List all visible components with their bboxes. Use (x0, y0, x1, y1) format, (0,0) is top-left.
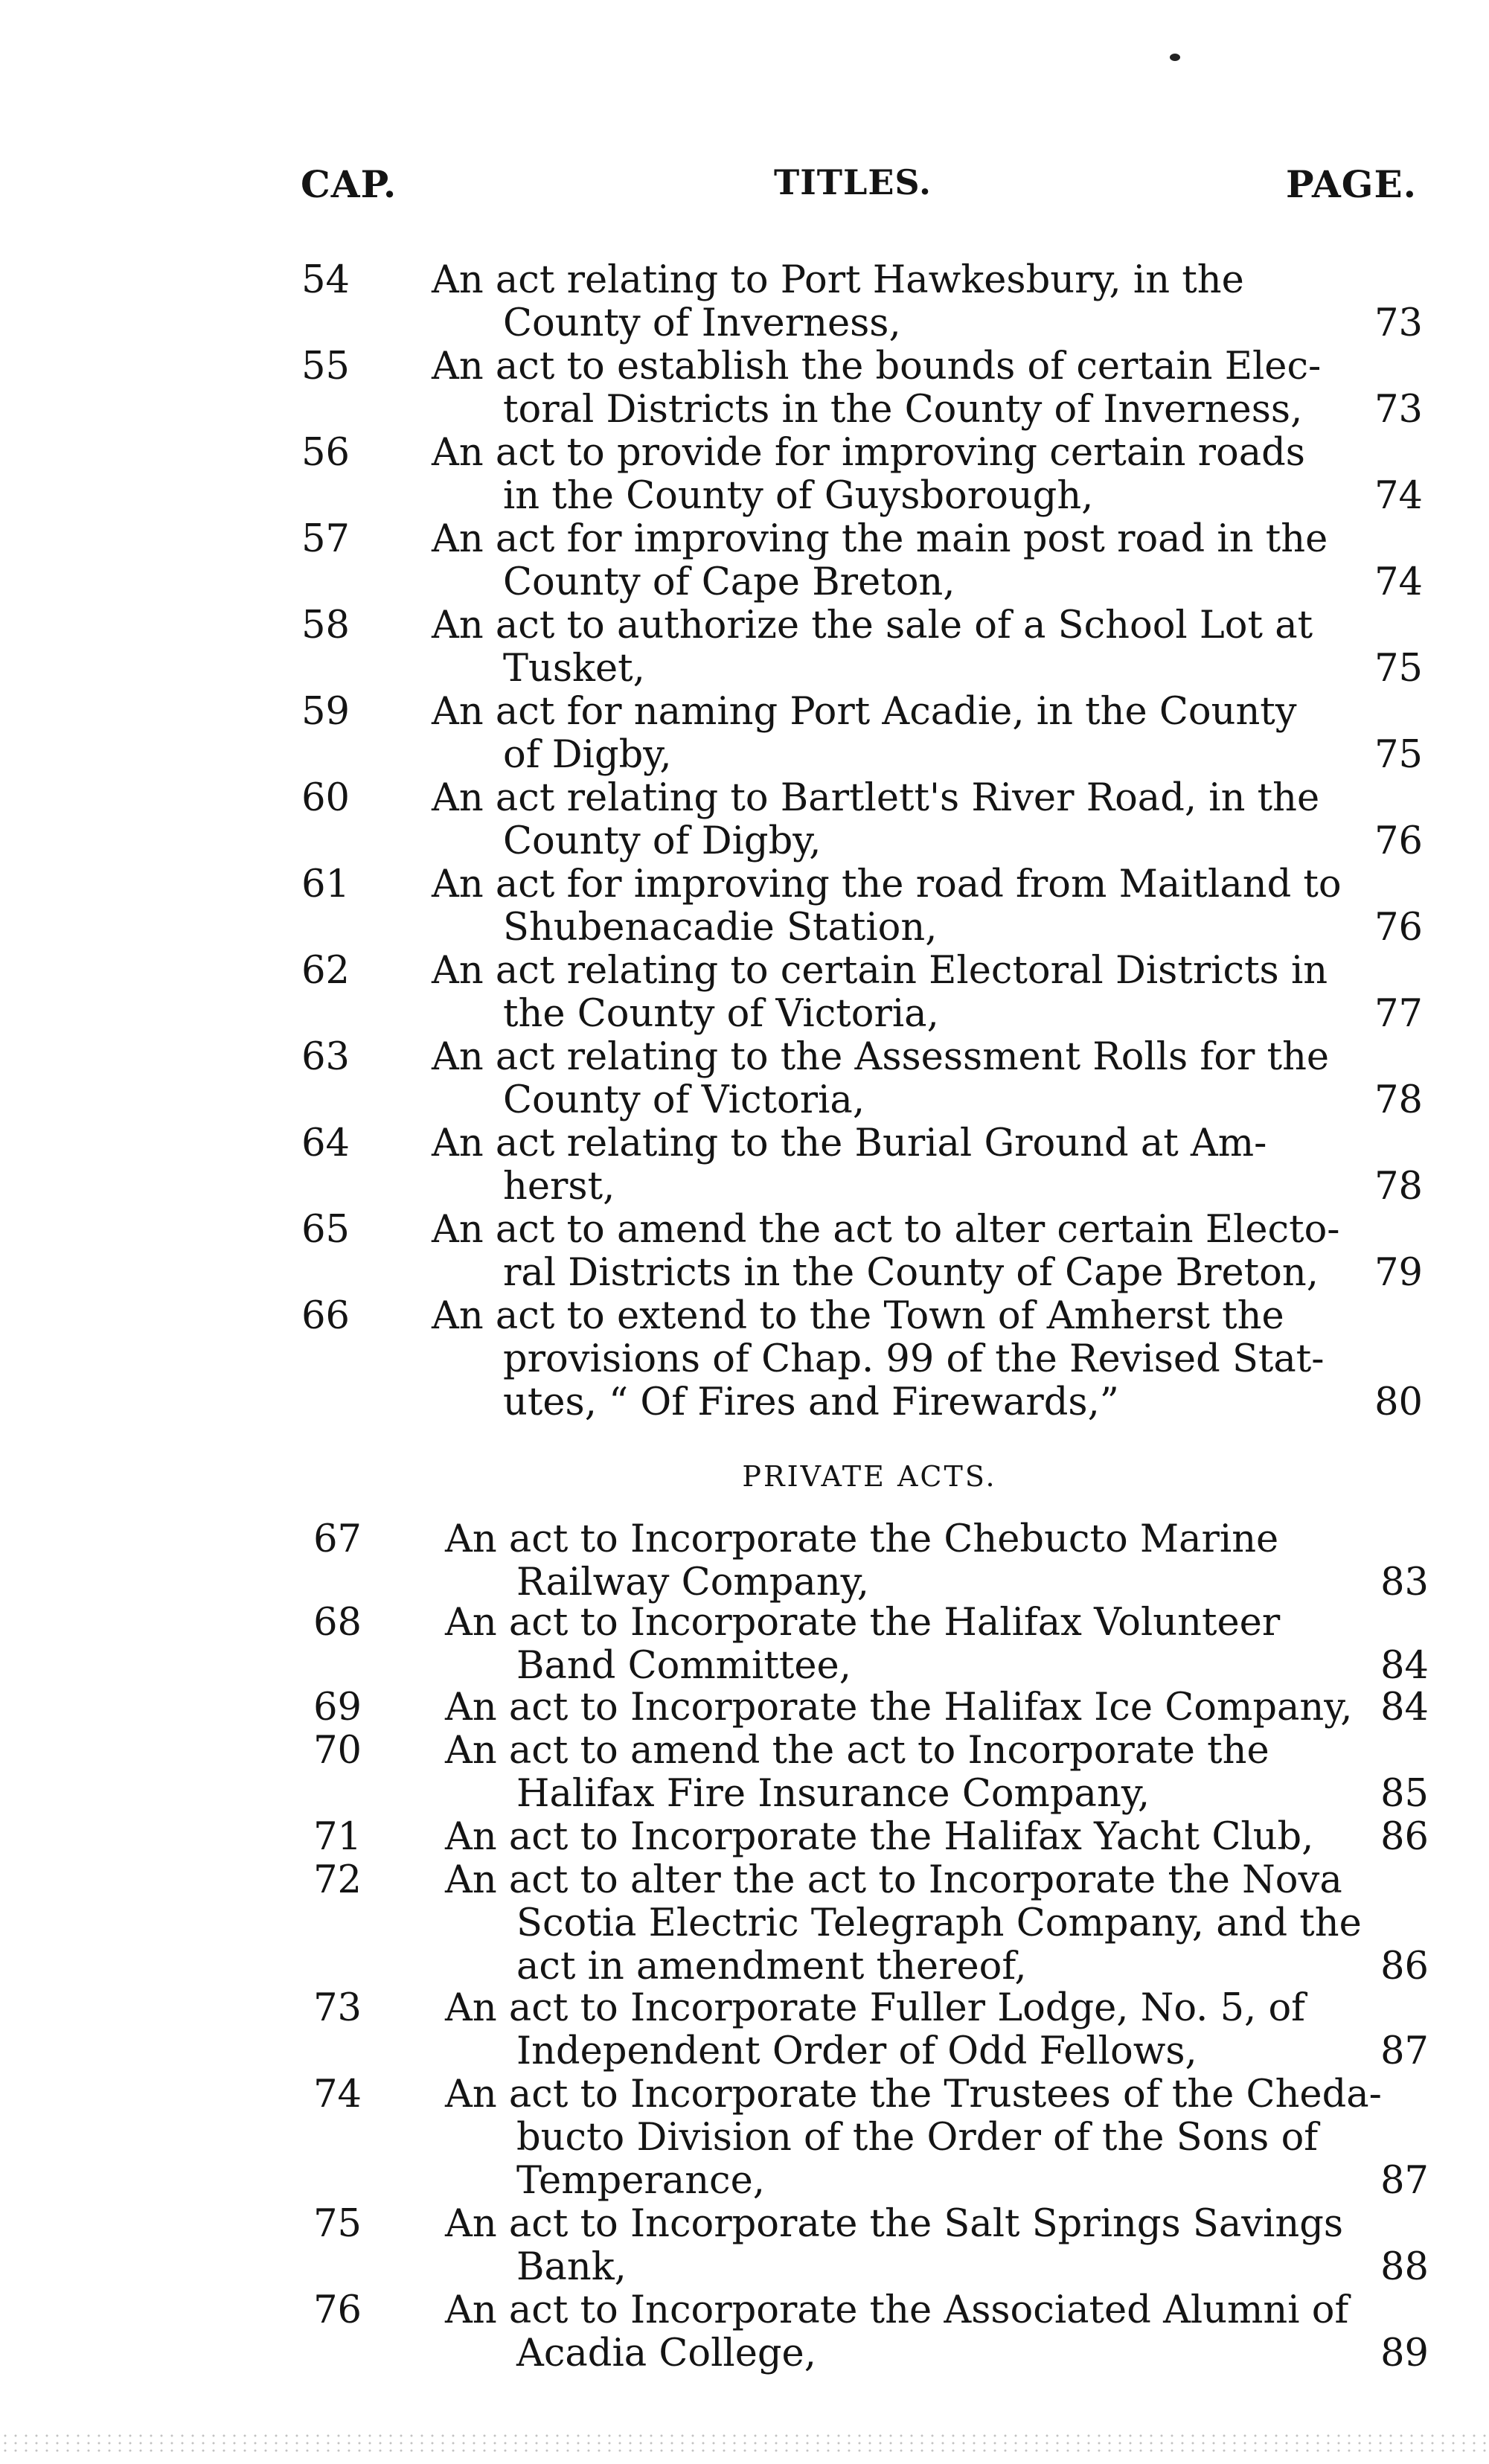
act-title-line: Tusket, (503, 647, 645, 691)
page-edge-dots (0, 2432, 1489, 2454)
chapter-number: 55 (301, 345, 350, 388)
page-number: 87 (1380, 2029, 1429, 2073)
act-title (432, 604, 1313, 691)
chapter-number: 63 (301, 1035, 350, 1079)
chapter-number: 69 (313, 1686, 362, 1729)
act-title-line: Scotia Electric Telegraph Company, and the (516, 1901, 1362, 1945)
act-title (432, 950, 1328, 1036)
chapter-number: 59 (301, 690, 350, 734)
act-title-line: toral Districts in the County of Inverness, (503, 388, 1303, 432)
act-title-line: An act to Incorporate the Trustees of the Cheda- (445, 2073, 1382, 2116)
page-number: 78 (1374, 1078, 1423, 1122)
act-title (432, 1036, 1329, 1122)
act-title (445, 1601, 1280, 1688)
act-title (432, 259, 1244, 345)
act-title-line: of Digby, (503, 733, 672, 777)
act-title-line: An act to amend the act to Incorporate the (445, 1729, 1269, 1773)
act-title (432, 1122, 1267, 1209)
chapter-number: 71 (313, 1815, 362, 1859)
act-title-line: Band Committee, (516, 1644, 851, 1688)
act-title (432, 863, 1342, 950)
page-number: 79 (1374, 1251, 1423, 1295)
act-title-line: An act to alter the act to Incorporate the Nova (445, 1858, 1342, 1902)
page-number: 86 (1380, 1945, 1429, 1988)
act-title-line: herst, (503, 1165, 615, 1209)
act-title-line: ral Districts in the County of Cape Breton, (503, 1251, 1319, 1295)
page-number: 76 (1374, 906, 1423, 950)
act-title-line: County of Victoria, (503, 1078, 865, 1122)
act-title-line: the County of Victoria, (503, 992, 939, 1036)
page-number: 85 (1380, 1772, 1429, 1816)
chapter-number: 70 (313, 1729, 362, 1773)
act-title-line: Halifax Fire Insurance Company, (516, 1772, 1150, 1816)
page-number: 80 (1374, 1380, 1423, 1424)
act-title-line: utes, “ Of Fires and Firewards,” (503, 1380, 1119, 1424)
chapter-number: 57 (301, 517, 350, 561)
section-heading-text: PRIVATE ACTS. (742, 1460, 997, 1493)
page-number: 76 (1374, 819, 1423, 863)
chapter-number: 58 (301, 604, 350, 647)
act-title-line: An act relating to the Assessment Rolls for the (432, 1035, 1330, 1079)
act-title (445, 1816, 1313, 1859)
act-title (432, 432, 1305, 518)
chapter-number: 66 (301, 1294, 350, 1338)
act-title-line: An act relating to Port Hawkesbury, in the (432, 258, 1244, 302)
act-title-line: An act to Incorporate the Chebucto Marine (445, 1517, 1279, 1561)
page-number: 74 (1374, 474, 1423, 518)
act-title (432, 777, 1319, 863)
chapter-number: 68 (313, 1601, 362, 1645)
chapter-number: 74 (313, 2073, 362, 2116)
act-title (432, 1209, 1340, 1295)
chapter-number: 67 (313, 1517, 362, 1561)
act-title-line: Temperance, (516, 2159, 766, 2203)
act-title-line: act in amendment thereof, (516, 1945, 1027, 1988)
act-title-line: County of Digby, (503, 819, 822, 863)
act-title-line: An act to Incorporate the Associated Alumni of (445, 2288, 1349, 2332)
page-number: 84 (1380, 1644, 1429, 1688)
chapter-number: 62 (301, 949, 350, 993)
page-number: 74 (1374, 560, 1423, 604)
act-title-line: An act to Incorporate the Salt Springs Savings (445, 2202, 1344, 2246)
act-title-line: Acadia College, (516, 2332, 816, 2375)
header-titles: TITLES. (774, 162, 932, 202)
act-title-line: provisions of Chap. 99 of the Revised Stat- (503, 1337, 1325, 1381)
act-title-line: County of Cape Breton, (503, 560, 955, 604)
chapter-number: 64 (301, 1121, 350, 1165)
act-title-line: County of Inverness, (503, 301, 901, 345)
act-title (432, 1295, 1325, 1424)
page-number: 78 (1374, 1165, 1423, 1209)
act-title-line: An act to Incorporate the Halifax Ice Company, (445, 1686, 1353, 1729)
page-number: 75 (1374, 733, 1423, 777)
act-title (445, 2289, 1348, 2375)
page-number: 86 (1380, 1815, 1429, 1859)
page-number: 87 (1380, 2159, 1429, 2203)
act-title-line: An act relating to the Burial Ground at Am- (432, 1121, 1267, 1165)
page-number: 75 (1374, 647, 1423, 691)
chapter-number: 75 (313, 2202, 362, 2246)
chapter-number: 54 (301, 258, 350, 302)
act-title-line: An act for improving the main post road in the (432, 517, 1328, 561)
act-title (432, 518, 1328, 604)
chapter-number: 61 (301, 863, 350, 906)
act-title (445, 2203, 1343, 2289)
act-title (432, 691, 1297, 777)
header-page: PAGE. (1286, 162, 1417, 206)
act-title-line: An act relating to Bartlett's River Road, in the (432, 776, 1320, 820)
chapter-number: 60 (301, 776, 350, 820)
page-number: 73 (1374, 388, 1423, 432)
act-title-line: in the County of Guysborough, (503, 474, 1094, 518)
page-number: 89 (1380, 2332, 1429, 2375)
act-title-line: An act to provide for improving certain roads (432, 431, 1305, 475)
page-number: 83 (1380, 1561, 1429, 1604)
act-title-line: An act for naming Port Acadie, in the County (432, 690, 1297, 734)
act-title-line: An act to establish the bounds of certain Elec- (432, 345, 1322, 388)
act-title-line: An act to Incorporate Fuller Lodge, No. 5, of (445, 1986, 1306, 2030)
header-cap: CAP. (301, 162, 397, 206)
chapter-number: 73 (313, 1986, 362, 2030)
section-heading-private-acts (0, 1460, 1489, 1493)
act-title-line: An act to Incorporate the Halifax Volunteer (445, 1601, 1281, 1645)
page-number: 73 (1374, 301, 1423, 345)
act-title (445, 1686, 1352, 1729)
act-title-line: An act to Incorporate the Halifax Yacht Club, (445, 1815, 1314, 1859)
act-title-line: bucto Division of the Order of the Sons of (516, 2116, 1319, 2160)
act-title-line: An act to extend to the Town of Amherst the (432, 1294, 1284, 1338)
page-number: 84 (1380, 1686, 1429, 1729)
act-title-line: An act to amend the act to alter certain Electo- (432, 1208, 1340, 1252)
chapter-number: 65 (301, 1208, 350, 1252)
act-title-line: Shubenacadie Station, (503, 906, 938, 950)
chapter-number: 72 (313, 1858, 362, 1902)
chapter-number: 76 (313, 2288, 362, 2332)
act-title-line: Independent Order of Odd Fellows, (516, 2029, 1197, 2073)
act-title-line: An act relating to certain Electoral Districts in (432, 949, 1328, 993)
act-title (445, 1518, 1278, 1604)
act-title-line: Bank, (516, 2245, 627, 2289)
chapter-number: 56 (301, 431, 350, 475)
act-title (432, 345, 1321, 432)
act-title (445, 1859, 1362, 1988)
act-title-line: An act to authorize the sale of a School Lot at (432, 604, 1313, 647)
act-title (445, 2073, 1382, 2203)
ink-speck (1170, 54, 1180, 61)
page-number: 88 (1380, 2245, 1429, 2289)
page-number: 77 (1374, 992, 1423, 1036)
act-title-line: An act for improving the road from Maitland to (432, 863, 1342, 906)
act-title (445, 1729, 1269, 1816)
act-title (445, 1987, 1305, 2073)
act-title-line: Railway Company, (516, 1561, 869, 1604)
